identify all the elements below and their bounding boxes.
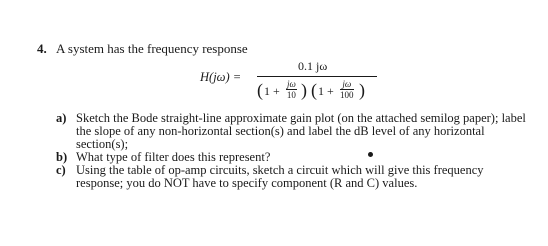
equation-lhs: H(jω) = xyxy=(200,70,242,84)
frequency-response-equation xyxy=(200,56,390,106)
part-text: Sketch the Bode straight-line approximate gain plot (on the attached semilog paper); label the slope of any non-horizontal section(s) and label the dB level of any horizontal section(s); xyxy=(76,111,526,151)
den-term2-den: 100 xyxy=(340,90,354,100)
den-term1-prefix: 1 + xyxy=(264,84,280,98)
den-term2-prefix: 1 + xyxy=(318,84,334,98)
equation-numerator: 0.1 jω xyxy=(298,59,328,73)
part-a xyxy=(56,112,526,151)
ink-dot xyxy=(368,152,373,157)
question-number: 4. xyxy=(37,41,47,56)
fraction-bar xyxy=(257,76,377,77)
part-label: b) xyxy=(56,150,68,164)
part-label: a) xyxy=(56,111,67,125)
den-term1-fraction xyxy=(286,79,297,100)
close-paren: ) xyxy=(359,80,365,100)
den-term1-den: 10 xyxy=(286,90,296,100)
part-text: Using the table of op-amp circuits, sketch a circuit which will give this frequency response; you do NOT have to specify component (R and C) values. xyxy=(76,163,484,190)
den-term2-num: jω xyxy=(340,79,354,90)
part-label: c) xyxy=(56,163,66,177)
open-paren: ( xyxy=(257,80,263,100)
open-paren: ( xyxy=(311,80,317,100)
equation-denominator xyxy=(257,80,387,106)
close-paren: ) xyxy=(301,80,307,100)
part-text: What type of filter does this represent? xyxy=(76,150,271,164)
part-c xyxy=(56,164,526,190)
den-term2-fraction xyxy=(340,79,354,100)
question-parts xyxy=(56,112,526,190)
question-text: A system has the frequency response xyxy=(56,41,248,56)
den-term1-num: jω xyxy=(287,79,296,89)
